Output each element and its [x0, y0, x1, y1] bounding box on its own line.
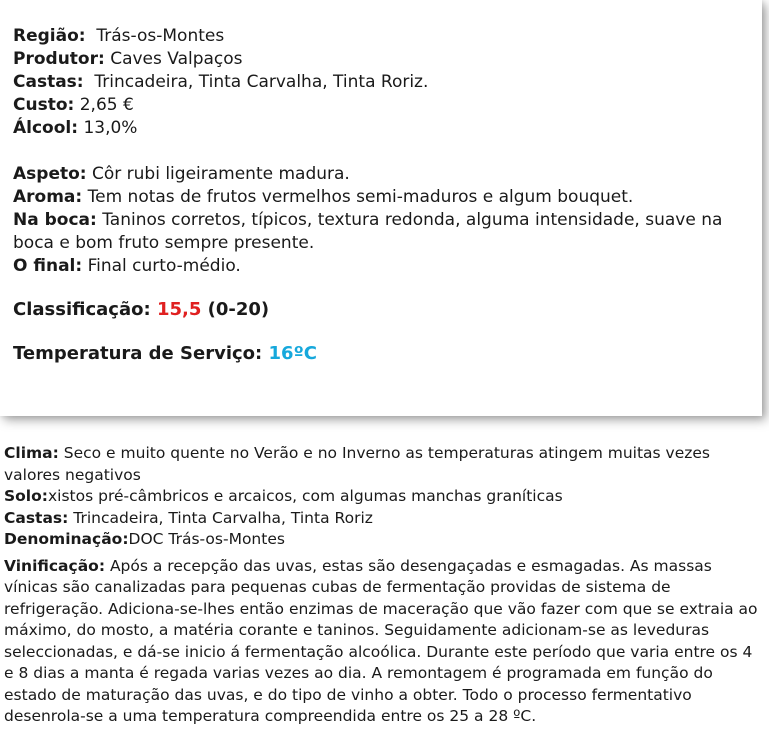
- temperatura-line: [13, 342, 749, 366]
- produtor-value: Caves Valpaços: [110, 49, 243, 69]
- aroma-label: Aroma:: [13, 187, 83, 207]
- final-line: [13, 255, 749, 278]
- produtor-line: [13, 48, 749, 71]
- clima-label: Clima:: [4, 444, 59, 462]
- aspeto-line: [13, 163, 749, 186]
- spacer: [13, 278, 749, 298]
- boca-line: [13, 209, 749, 255]
- regiao-label: Região:: [13, 26, 86, 46]
- castas-detail-value: Trincadeira, Tinta Carvalha, Tinta Roriz: [73, 508, 373, 527]
- aspeto-label: Aspeto:: [13, 164, 87, 184]
- aspeto-value: Côr rubi ligeiramente madura.: [91, 164, 350, 184]
- clima-value: Seco e muito quente no Verão e no Inverno as temperaturas atingem muitas vezes valores negativos: [4, 444, 710, 484]
- alcool-line: [13, 117, 749, 140]
- solo-label: Solo:: [4, 487, 48, 505]
- castas-row: [4, 508, 764, 530]
- custo-value: 2,65 €: [79, 95, 134, 115]
- aroma-value: Tem notas de frutos vermelhos semi-maduros e algum bouquet.: [87, 187, 634, 207]
- regiao-value: Trás-os-Montes: [96, 26, 225, 46]
- denominacao-label: Denominação:: [4, 530, 129, 548]
- spacer: [13, 140, 749, 163]
- denominacao-value: DOC Trás-os-Montes: [128, 530, 285, 548]
- custo-line: [13, 94, 749, 117]
- boca-label: Na boca:: [13, 210, 97, 230]
- classificacao-value: 15,5: [156, 299, 202, 320]
- vinificacao-value: Após a recepção das uvas, estas são desengaçadas e esmagadas. As massas vínicas são canalizadas para pequenas cubas de fermentação providas de sistema de refrigeração. Adiciona-se-lhes então enzimas de maceração que vão fazer com que se extraia ao máximo, do mosto, a matéria corante e taninos. Seguidamente adicionam-se as leveduras seleccionadas, e dá-se inicio á fermentação alcoólica. Durante este período que varia entre os 4 e 8 dias a manta é regada varias vezes ao dia. A remontagem é programada em função do estado de maturação das uvas, e do tipo de vinho a obter. Todo o processo fermentativo desenrola-se a uma temperatura compreendida entre os 25 a 28 ºC.: [4, 556, 758, 725]
- classificacao-scale: (0-20): [207, 299, 270, 320]
- produtor-label: Produtor:: [13, 49, 105, 69]
- final-label: O final:: [13, 256, 83, 276]
- final-value: Final curto-médio.: [87, 256, 241, 276]
- vinificacao-row: [4, 556, 764, 728]
- vinificacao-label: Vinificação:: [4, 556, 106, 575]
- wine-details: [4, 443, 764, 728]
- boca-value: Taninos corretos, típicos, textura redonda, alguma intensidade, suave na boca e bom fruto sempre presente.: [13, 210, 723, 253]
- solo-row: [4, 486, 764, 508]
- aroma-line: [13, 186, 749, 209]
- alcool-value: 13,0%: [83, 118, 138, 138]
- castas-line: [13, 71, 749, 94]
- castas-label: Castas:: [13, 72, 84, 92]
- castas-value: Trincadeira, Tinta Carvalha, Tinta Roriz.: [94, 72, 429, 92]
- denominacao-row: [4, 529, 764, 551]
- alcool-label: Álcool:: [13, 118, 79, 138]
- custo-label: Custo:: [13, 95, 75, 115]
- spacer: [13, 322, 749, 342]
- castas-detail-label: Castas:: [4, 508, 69, 527]
- regiao-line: [13, 25, 749, 48]
- solo-value: xistos pré-câmbricos e arcaicos, com algumas manchas graníticas: [47, 487, 563, 505]
- temperatura-label: Temperatura de Serviço:: [13, 343, 263, 364]
- clima-row: [4, 443, 764, 486]
- classificacao-label: Classificação:: [13, 299, 151, 320]
- classificacao-line: [13, 298, 749, 322]
- temperatura-value: 16ºC: [268, 343, 317, 364]
